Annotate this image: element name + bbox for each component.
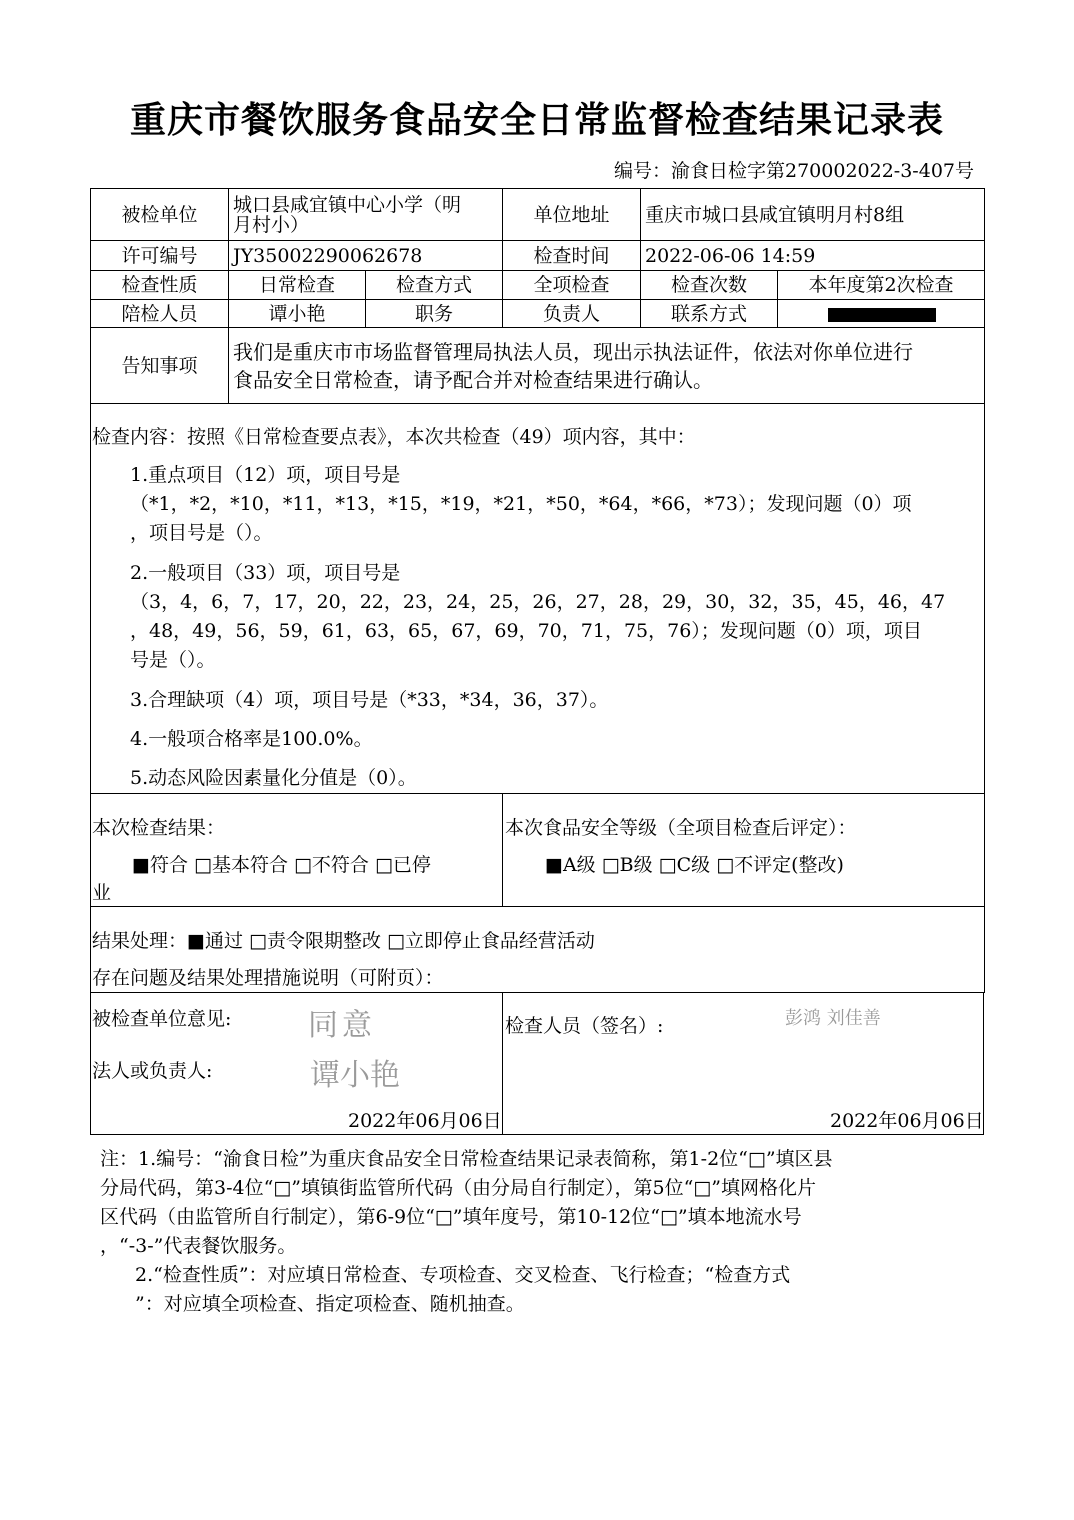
reasonable-missing-items: 3.合理缺项（4）项，项目号是（*33，*34，36，37）。 [130,689,609,711]
general-items-line1: 2.一般项目（33）项，项目号是 [130,562,401,584]
license-value: JY35002290062678 [228,240,503,271]
contact-label: 联系方式 [640,299,778,328]
position-label: 职务 [365,299,503,328]
note-line3: 区代码（由监管所自行制定），第6-9位“□”填年度号，第10-12位“□”填本地流水号 [100,1206,802,1228]
method-value: 全项检查 [502,270,641,300]
date-right: 2022年06月06日 [830,1110,984,1132]
notice-label: 告知事项 [90,327,229,404]
document-number: 编号：渝食日检字第270002022-3-407号 [614,160,974,182]
note-line4: ，“-3-”代表餐饮服务。 [100,1235,297,1257]
accompany-label: 陪检人员 [90,299,229,328]
method-label: 检查方式 [365,270,503,300]
unit-opinion-handwriting: 同意 [308,1008,376,1043]
contact-value-cell [777,299,985,328]
note-line5: 2.“检查性质”：对应填日常检查、专项检查、交叉检查、飞行检查；“检查方式 [135,1264,791,1286]
general-items-line4: 号是（）。 [130,649,216,671]
note-line1: 注：1.编号：“渝食日检”为重庆食品安全日常检查结果记录表简称，第1-2位“□”填区县 [100,1148,833,1170]
legal-person-label: 法人或负责人: [92,1060,213,1082]
result-options: ■符合 □基本符合 □不符合 □已停 [132,854,431,876]
level-options: ■A级 □B级 □C级 □不评定(整改) [545,854,844,876]
risk-score: 5.动态风险因素量化分值是（0）。 [130,767,417,789]
address-value: 重庆市城口县咸宜镇明月村8组 [640,188,985,241]
note-line6: ”：对应填全项检查、指定项检查、随机抽查。 [135,1293,525,1315]
inspector-handwriting: 彭鸿 刘佳善 [785,1008,881,1029]
key-items-line3: ，项目号是（）。 [130,522,273,544]
handling-explanation-label: 存在问题及结果处理措施说明（可附页）： [92,967,444,989]
handling-options: 结果处理：■通过 □责令限期整改 □立即停止食品经营活动 [92,930,595,952]
level-label: 本次食品安全等级（全项目检查后评定）： [505,817,857,839]
accompany-value: 谭小艳 [228,299,366,328]
count-label: 检查次数 [640,270,778,300]
position-value: 负责人 [502,299,641,328]
date-left: 2022年06月06日 [348,1110,502,1132]
notice-cell [228,327,985,404]
unit-opinion-label: 被检查单位意见: [92,1008,232,1030]
time-label: 检查时间 [502,240,641,271]
address-label: 单位地址 [502,188,641,241]
general-items-line3: ，48，49，56，59，61，63，65，67，69，70，71，75，76）；发现问题（0）项，项目 [130,620,922,642]
redaction-bar [828,308,936,322]
inspected-unit-value-line2: 月村小） [233,213,310,236]
inspected-unit-value-line1: 城口县咸宜镇中心小学（明 [233,193,462,216]
inspected-unit-cell [228,188,503,241]
pass-rate: 4.一般项合格率是100.0%。 [130,728,373,750]
note-line2: 分局代码，第3-4位“□”填镇街监管所代码（由分局自行制定），第5位“□”填网格化片 [100,1177,816,1199]
general-items-line2: （3，4，6，7，17，20，22，23，24，25，26，27，28，29，30，32，35，45，46，47 [130,591,946,613]
inspector-label: 检查人员（签名）: [505,1015,664,1037]
key-items-line1: 1.重点项目（12）项，项目号是 [130,464,401,486]
nature-label: 检查性质 [90,270,229,300]
key-items-line2: （*1，*2，*10，*11，*13，*15，*19，*21，*50，*64，*66，*73）；发现问题（0）项 [130,493,912,515]
result-options-wrap: 业 [92,882,112,904]
nature-value: 日常检查 [228,270,366,300]
inspected-unit-label: 被检单位 [90,188,229,241]
license-label: 许可编号 [90,240,229,271]
legal-person-handwriting: 谭小艳 [310,1058,400,1093]
notice-line1: 我们是重庆市市场监督管理局执法人员，现出示执法证件，依法对你单位进行 [233,339,913,364]
notice-line2: 食品安全日常检查，请予配合并对检查结果进行确认。 [233,367,713,392]
page-title: 重庆市餐饮服务食品安全日常监督检查结果记录表 [129,100,944,141]
count-value: 本年度第2次检查 [777,270,985,300]
content-intro: 检查内容：按照《日常检查要点表》，本次共检查（49）项内容，其中： [92,426,696,448]
time-value: 2022-06-06 14:59 [640,240,985,271]
result-label: 本次检查结果： [92,817,226,839]
